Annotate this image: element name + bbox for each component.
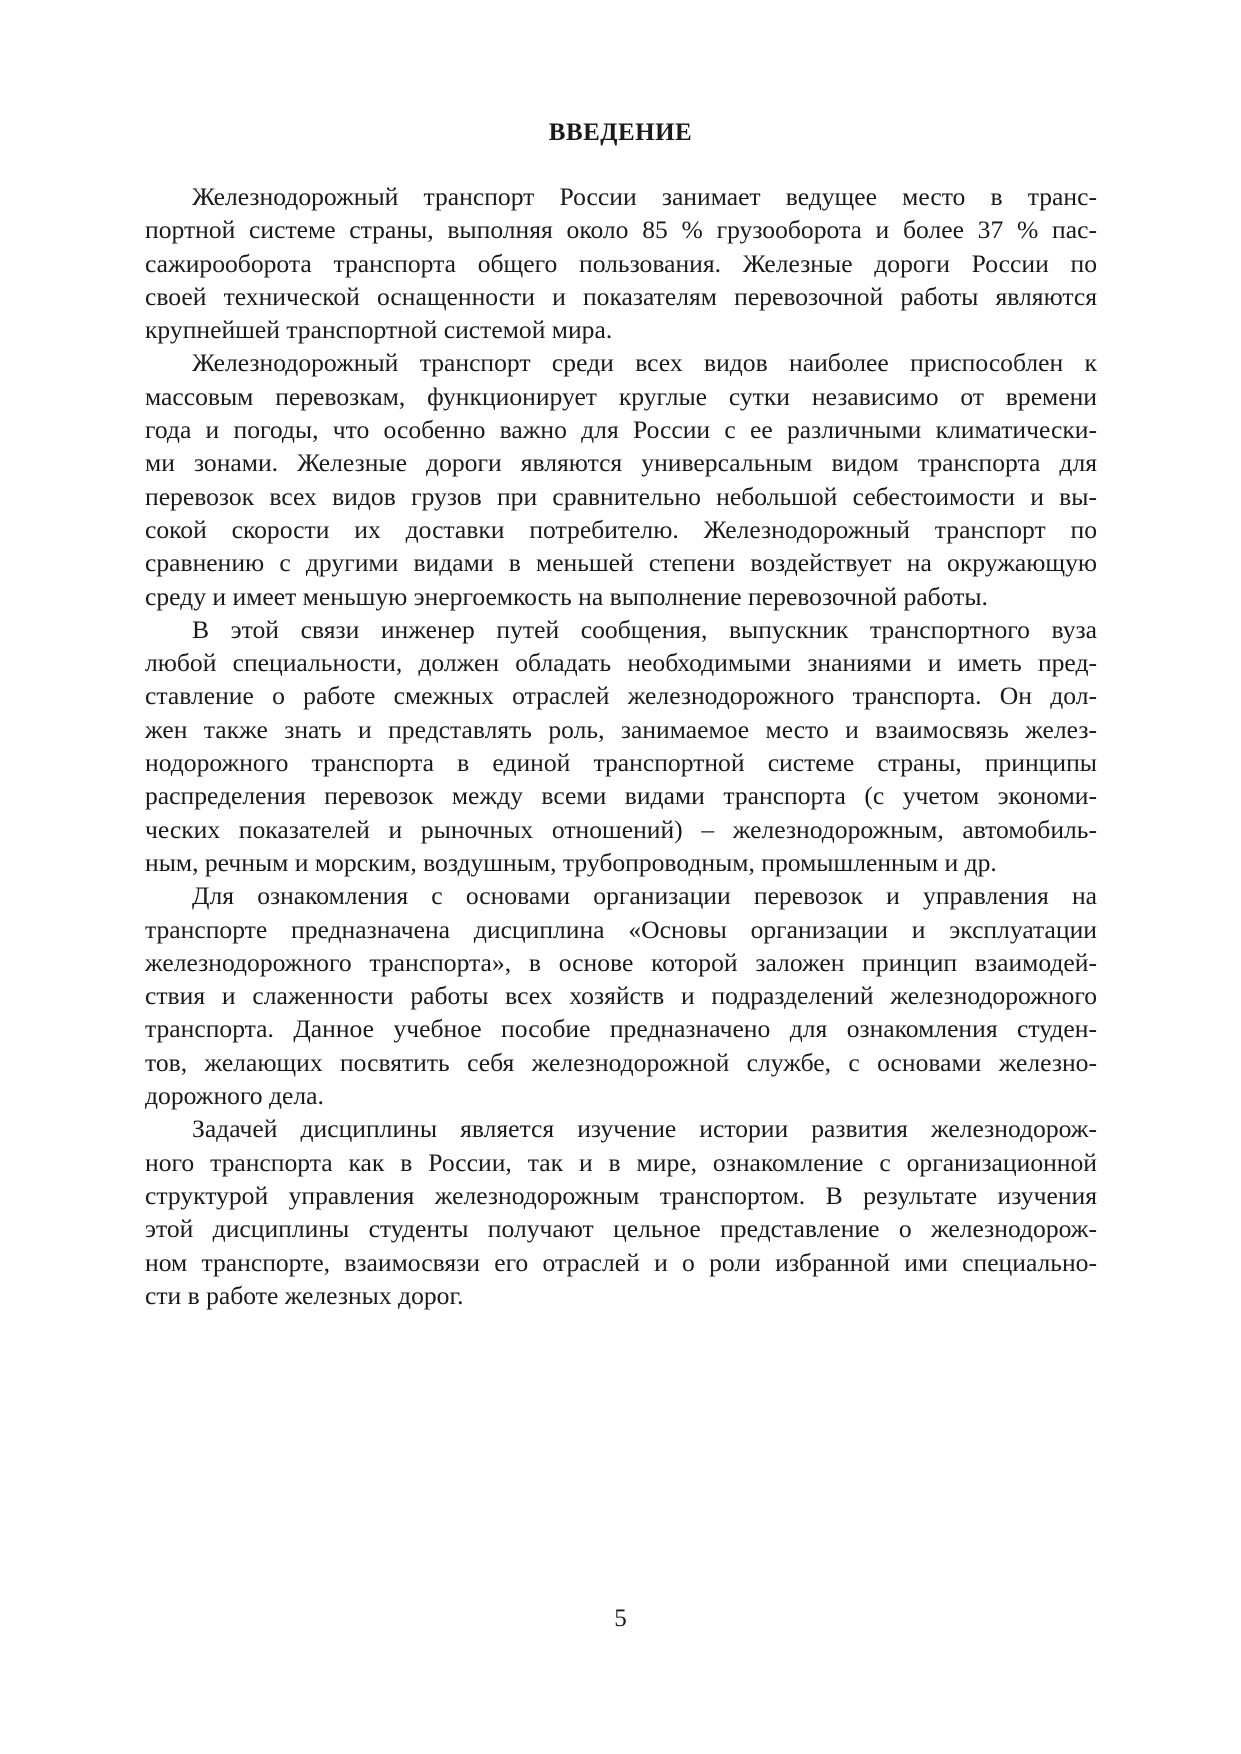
paragraph <box>145 346 1097 612</box>
text-line: железнодорожного транспорта», в основе которой заложен принцип взаимодей- <box>145 947 1097 977</box>
text-line: Железнодорожный транспорт России занимает ведущее место в транс- <box>192 182 1097 211</box>
paragraph <box>145 1112 1097 1312</box>
text-line: года и погоды, что особенно важно для России с ее различными климатически- <box>145 415 1097 445</box>
text-line: ном транспорте, взаимосвязи его отраслей и о роли избранной ими специально- <box>145 1247 1097 1277</box>
text-line: ного транспорта как в России, так и в мире, ознакомление с организационной <box>145 1147 1097 1177</box>
text-line: своей технической оснащенности и показателям перевозочной работы являются <box>145 281 1097 311</box>
paragraph <box>145 180 1097 346</box>
body-text <box>145 180 1097 1312</box>
text-line: ным, речным и морским, воздушным, трубопроводным, промышленным и др. <box>145 847 997 877</box>
text-line: любой специальности, должен обладать необходимыми знаниями и иметь пред- <box>145 648 1097 678</box>
text-line: В этой связи инженер путей сообщения, выпускник транспортного вуза <box>192 614 1097 644</box>
text-line: перевозок всех видов грузов при сравнительно небольшой себестоимости и вы- <box>145 481 1097 511</box>
text-line: сокой скорости их доставки потребителю. Железнодорожный транспорт по <box>145 514 1097 544</box>
text-line: жен также знать и представлять роль, занимаемое место и взаимосвязь желез- <box>145 714 1097 744</box>
text-line: Для ознакомления с основами организации перевозок и управления на <box>192 881 1097 911</box>
text-line: сти в работе железных дорог. <box>145 1280 464 1310</box>
text-line: тов, желающих посвятить себя железнодорожной службе, с основами железно- <box>145 1047 1097 1077</box>
text-line: структурой управления железнодорожным транспортом. В результате изучения <box>145 1180 1097 1210</box>
text-line: дорожного дела. <box>145 1081 324 1111</box>
text-line: крупнейшей транспортной системой мира. <box>145 315 613 345</box>
text-line: сажирооборота транспорта общего пользования. Железные дороги России по <box>145 248 1097 278</box>
text-line: Задачей дисциплины является изучение истории развития железнодорож- <box>192 1114 1097 1144</box>
section-heading: ВВЕДЕНИЕ <box>548 119 693 146</box>
paragraph <box>145 879 1097 1112</box>
text-line: этой дисциплины студенты получают цельное представление о железнодорож- <box>145 1214 1097 1244</box>
text-line: сравнению с другими видами в меньшей степени воздействует на окружающую <box>145 548 1097 578</box>
text-line: портной системе страны, выполняя около 85 % грузооборота и более 37 % пас- <box>145 215 1097 245</box>
text-line: среду и имеет меньшую энергоемкость на выполнение перевозочной работы. <box>145 581 988 611</box>
text-line: Железнодорожный транспорт среди всех видов наиболее приспособлен к <box>192 348 1097 378</box>
text-line: массовым перевозкам, функционирует круглые сутки независимо от времени <box>145 381 1097 411</box>
text-line: ческих показателей и рыночных отношений) – железнодорожным, автомобиль- <box>145 814 1097 844</box>
page-number: 5 <box>614 1605 627 1632</box>
text-line: транспорта. Данное учебное пособие предназначено для ознакомления студен- <box>145 1014 1097 1044</box>
text-line: транспорте предназначена дисциплина «Основы организации и эксплуатации <box>145 914 1097 944</box>
text-line: распределения перевозок между всеми видами транспорта (с учетом экономи- <box>145 781 1097 811</box>
text-line: ми зонами. Железные дороги являются универсальным видом транспорта для <box>145 448 1097 478</box>
text-line: ставление о работе смежных отраслей железнодорожного транспорта. Он дол- <box>145 681 1097 711</box>
text-line: ствия и слаженности работы всех хозяйств и подразделений железнодорожного <box>145 981 1097 1011</box>
text-line: нодорожного транспорта в единой транспортной системе страны, принципы <box>145 748 1097 778</box>
paragraph <box>145 613 1097 879</box>
